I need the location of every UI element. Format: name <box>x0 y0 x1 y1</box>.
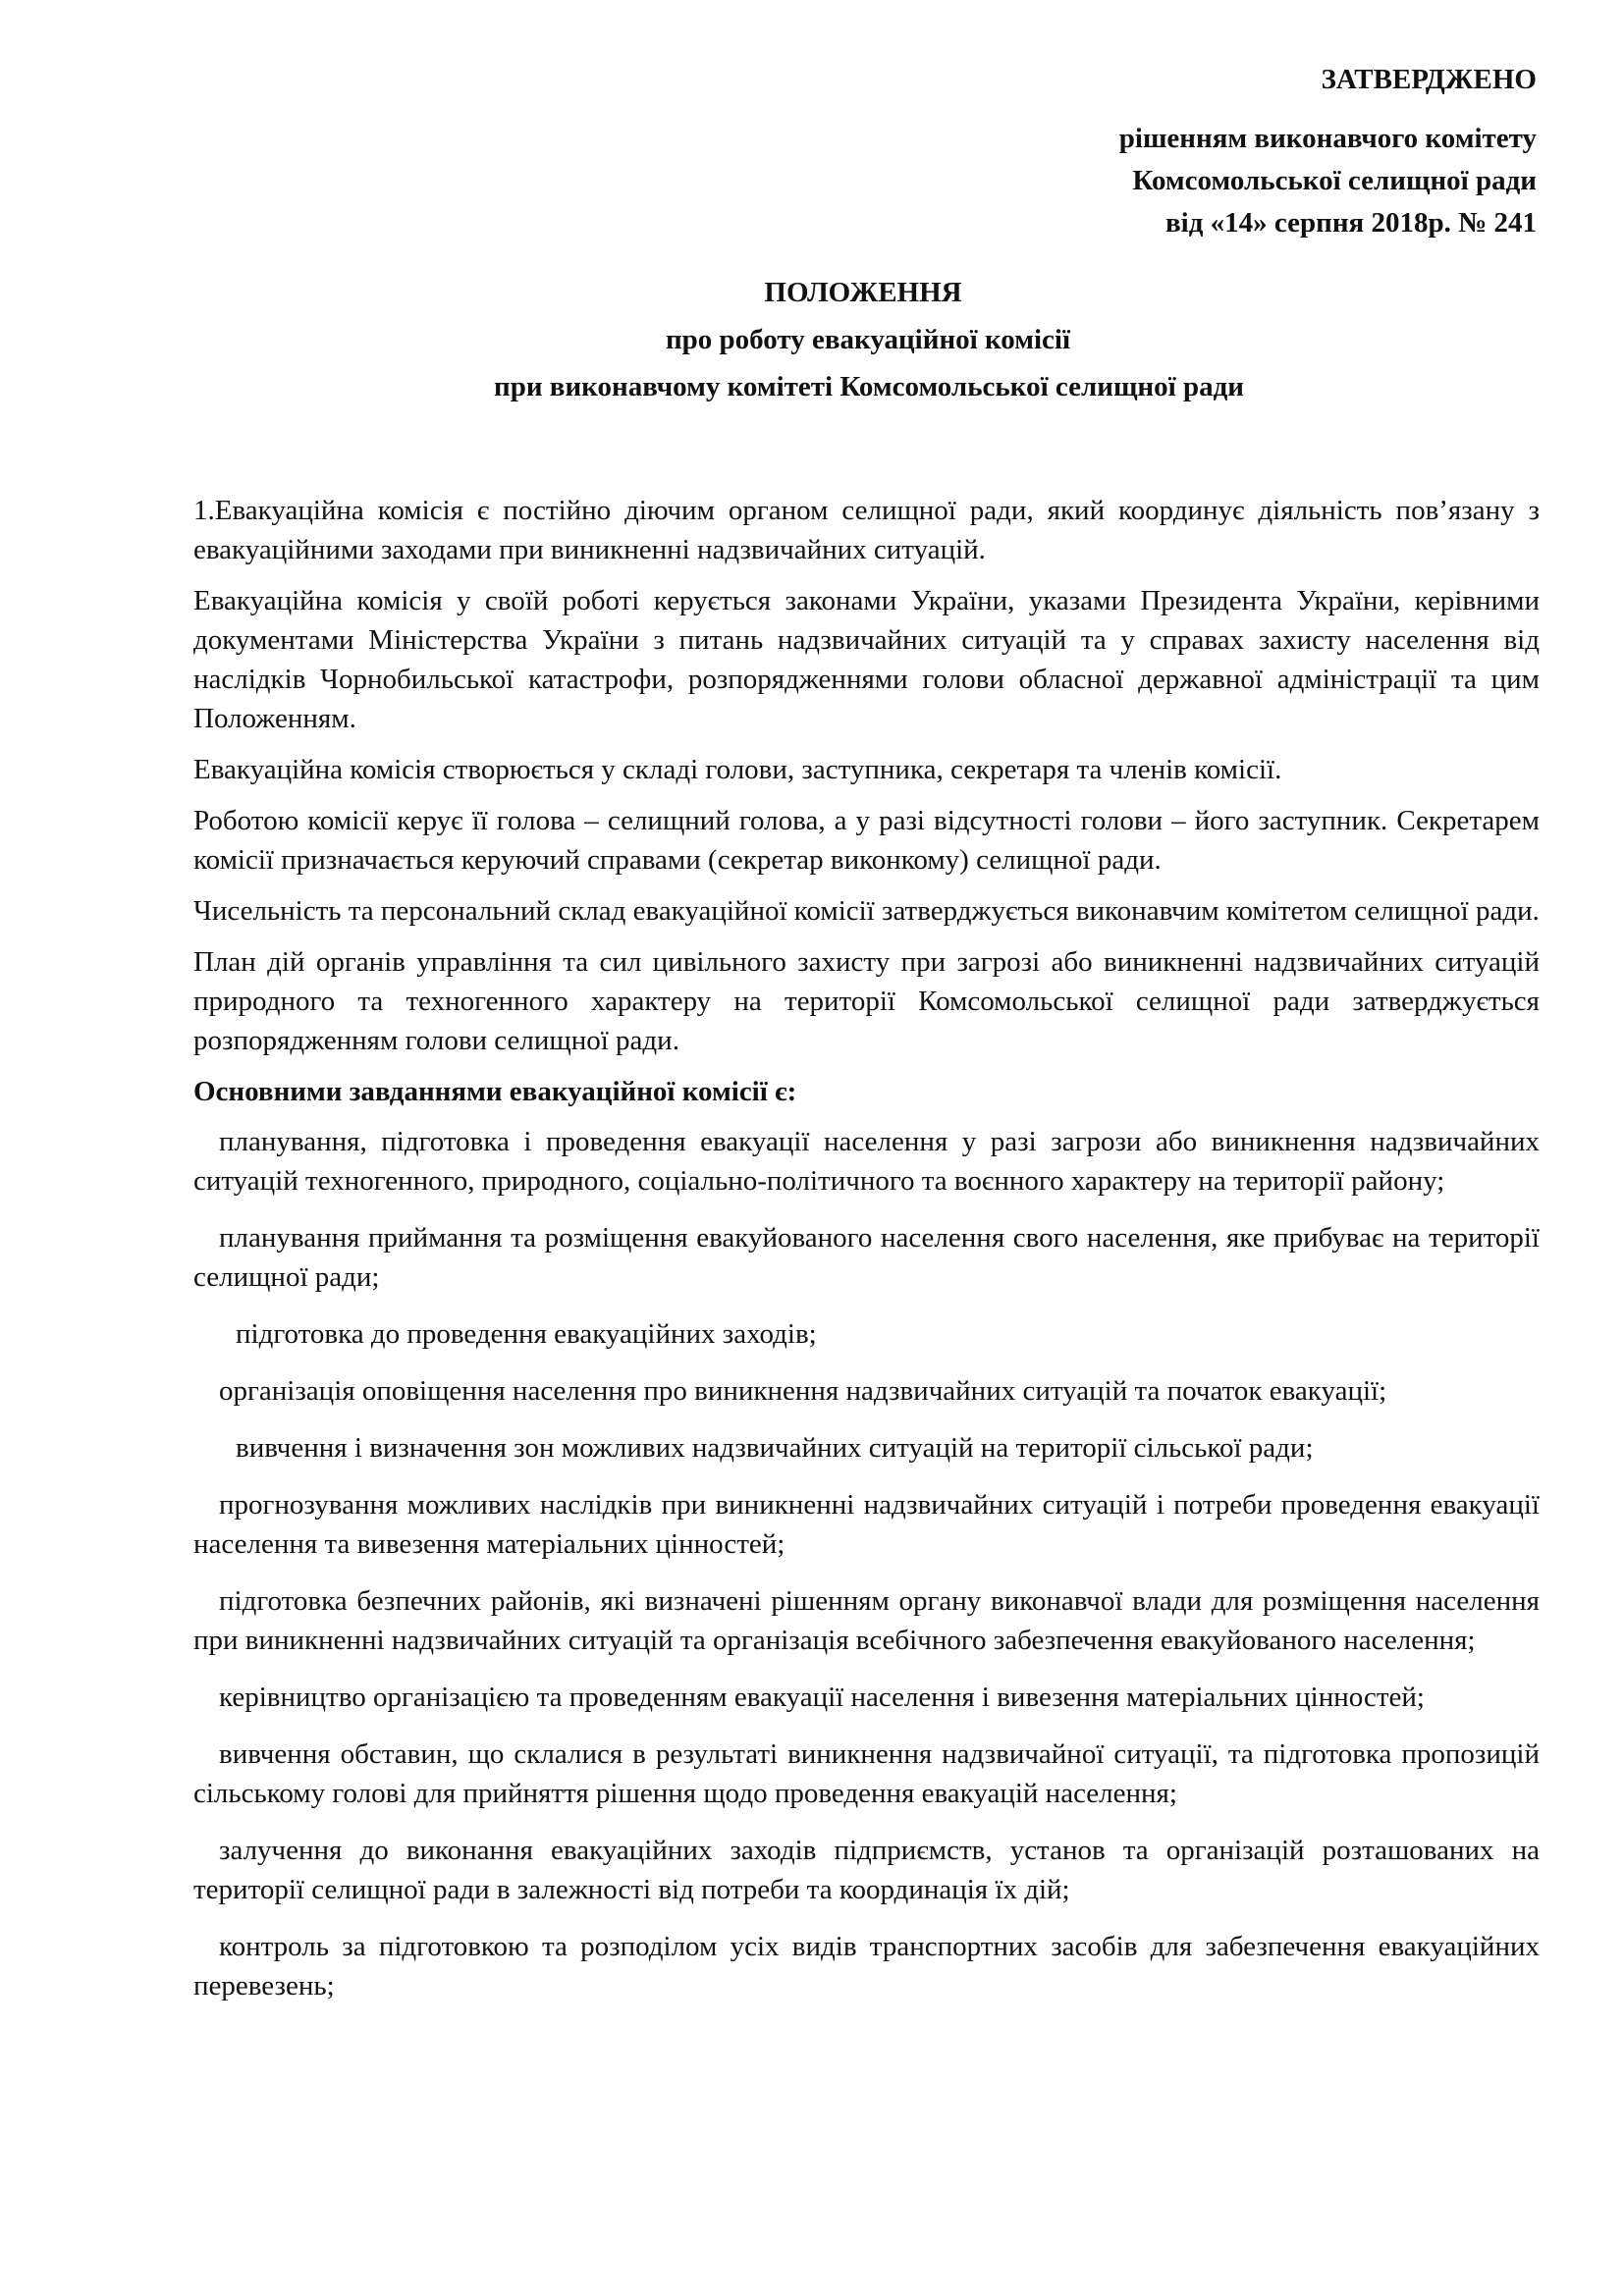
approval-decision-line: рішенням виконавчого комітету <box>1118 123 1537 154</box>
approval-council-line: Комсомольської селищної ради <box>1132 165 1537 196</box>
task-item: залучення до виконання евакуаційних заходів підприємств, установ та організацій розташованих на території селищної ради в залежності від потреби та координація їх дій; <box>193 1835 1540 1905</box>
approval-heading: ЗАТВЕРДЖЕНО <box>1321 64 1537 95</box>
task-item: керівництво організацією та проведенням евакуації населення і вивезення матеріальних цінностей; <box>219 1682 1425 1713</box>
task-item: прогнозування можливих наслідків при виникненні надзвичайних ситуацій і потреби проведення евакуації населення та вивезення матеріальних цінностей; <box>193 1489 1540 1560</box>
task-item: вивчення обставин, що склалися в результаті виникнення надзвичайної ситуації, та підготовка пропозицій сільському голові для прийняття рішення щодо проведення евакуацій населення; <box>193 1738 1540 1809</box>
paragraph: План дій органів управління та сил цивільного захисту при загрозі або виникненні надзвичайних ситуацій природного та техногенного характеру на території Комсомольської селищної ради затверджується розпорядженням голови селищної ради. <box>193 946 1540 1056</box>
tasks-heading: Основними завданнями евакуаційної комісії є: <box>193 1076 797 1107</box>
document-title-block <box>0 269 1624 410</box>
document-subtitle: про роботу евакуаційної комісії <box>665 324 1071 355</box>
task-item: організація оповіщення населення про виникнення надзвичайних ситуацій та початок евакуації; <box>219 1375 1387 1407</box>
paragraph: Евакуаційна комісія у своїй роботі керується законами України, указами Президента України, керівними документами Міністерства України з питань надзвичайних ситуацій та у справах захисту населення від наслідків Чорнобильської катастрофи, розпорядженнями голови обласної державної адміністрації та цим Положенням. <box>193 585 1540 734</box>
task-item: планування, підготовка і проведення евакуації населення у разі загрози або виникнення надзвичайних ситуацій техногенного, природного, соціально-політичного та воєнного характеру на території району; <box>193 1126 1540 1197</box>
approval-stamp-block <box>1119 59 1537 244</box>
paragraph: Роботою комісії керує її голова – селищний голова, а у разі відсутності голови – його заступник. Секретарем комісії призначається керуючий справами (секретар виконкому) селищної ради. <box>193 805 1540 876</box>
document-subtitle-2: при виконавчому комітеті Комсомольської селищної ради <box>494 371 1244 402</box>
task-item: вивчення і визначення зон можливих надзвичайних ситуацій на території сільської ради; <box>236 1432 1314 1464</box>
approval-date-number-line: від «14» серпня 2018р. № 241 <box>1165 207 1537 239</box>
paragraph: Чисельність та персональний склад евакуаційної комісії затверджується виконавчим комітетом селищної ради. <box>193 895 1540 927</box>
paragraph: 1.Евакуаційна комісія є постійно діючим органом селищної ради, який координує діяльність пов’язану з евакуаційними заходами при виникненні надзвичайних ситуацій. <box>193 495 1540 565</box>
task-item: підготовка безпечних районів, які визначені рішенням органу виконавчої влади для розміщення населення при виникненні надзвичайних ситуацій та організація всебічного забезпечення евакуйованого населення; <box>193 1585 1540 1656</box>
document-title: ПОЛОЖЕННЯ <box>764 277 962 308</box>
task-item: підготовка до проведення евакуаційних заходів; <box>236 1318 817 1350</box>
task-item: планування приймання та розміщення евакуйованого населення свого населення, яке прибуває на території селищної ради; <box>193 1222 1540 1293</box>
document-body <box>193 491 1540 2023</box>
task-item: контроль за підготовкою та розподілом усіх видів транспортних засобів для забезпечення евакуаційних перевезень; <box>193 1931 1540 2002</box>
paragraph: Евакуаційна комісія створюється у складі голови, заступника, секретаря та членів комісії. <box>193 754 1282 785</box>
